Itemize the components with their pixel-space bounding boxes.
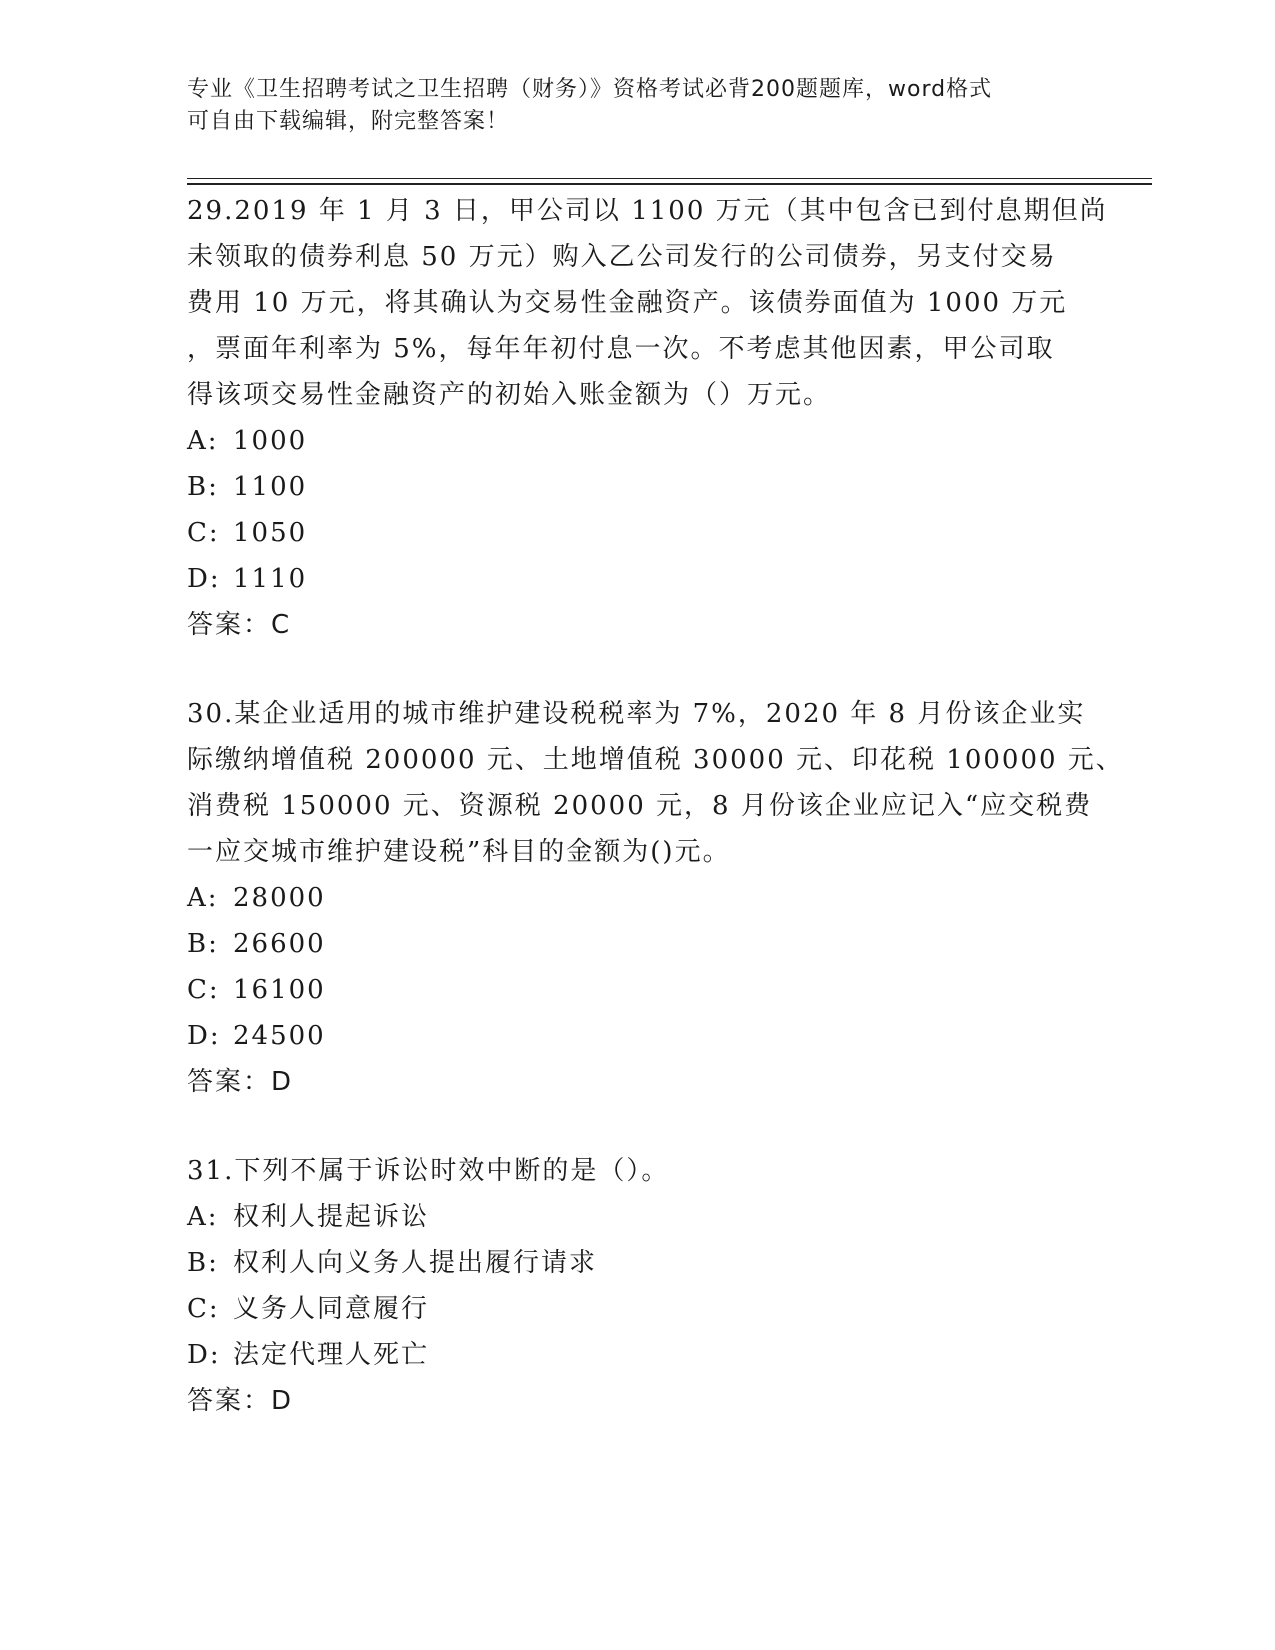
option-c [187,510,1067,556]
option-b [187,1240,1067,1286]
question-29 [187,188,1108,648]
option-letter: C: [187,518,220,548]
option-letter: D: [187,1340,221,1370]
option-text: 法定代理人死亡 [233,1340,430,1370]
question-text-line: 得该项交易性金融资产的初始入账金额为（）万元。 [187,380,832,410]
option-text: 1050 [233,518,308,548]
option-d [187,1013,1067,1059]
header-line: 专业《卫生招聘考试之卫生招聘（财务）》资格考试必背200题题库，word格式 [187,77,993,102]
option-letter: A: [187,1202,219,1232]
question-30 [187,691,1124,1105]
option-text: 28000 [233,883,326,913]
option-letter: C: [187,1294,220,1324]
question-text-line: 消费税 150000 元、资源税 20000 元，8 月份该企业应记入“应交税费 [187,791,1093,821]
option-letter: A: [187,426,219,456]
answer-line: 答案：D [187,1067,294,1097]
option-d [187,1332,1067,1378]
document-header [187,74,1067,138]
option-letter: A: [187,883,219,913]
option-a [187,1194,1067,1240]
option-b [187,921,1067,967]
option-text: 权利人向义务人提出履行请求 [233,1248,598,1278]
answer-line: 答案：D [187,1386,294,1416]
option-a [187,875,1067,921]
option-letter: D: [187,564,221,594]
question-text-line: ，票面年利率为 5%，每年年初付息一次。不考虑其他因素，甲公司取 [187,334,1055,364]
option-d [187,556,1067,602]
question-text-line: 31.下列不属于诉讼时效中断的是（）。 [187,1156,670,1186]
option-c [187,967,1067,1013]
question-text-line: 费用 10 万元，将其确认为交易性金融资产。该债券面值为 1000 万元 [187,288,1068,318]
question-text-line: 际缴纳增值税 200000 元、土地增值税 30000 元、印花税 100000 元、 [187,745,1124,775]
header-line: 可自由下载编辑，附完整答案！ [187,109,510,134]
question-text-line: 未领取的债券利息 50 万元）购入乙公司发行的公司债券，另支付交易 [187,242,1057,272]
question-text-line: 30.某企业适用的城市维护建设税税率为 7%，2020 年 8 月份该企业实 [187,699,1086,729]
option-letter: D: [187,1021,221,1051]
option-b [187,464,1067,510]
option-text: 16100 [233,975,326,1005]
option-text: 26600 [233,929,326,959]
option-text: 1100 [233,472,308,502]
question-31 [187,1148,1067,1424]
header-divider-thick [187,183,1152,185]
header-divider-thin [187,178,1152,179]
option-text: 24500 [233,1021,326,1051]
option-text: 权利人提起诉讼 [233,1202,430,1232]
option-letter: C: [187,975,220,1005]
option-a [187,418,1067,464]
option-text: 1110 [233,564,308,594]
option-letter: B: [187,929,219,959]
option-text: 1000 [233,426,308,456]
option-letter: B: [187,1248,219,1278]
question-text-line: 一应交城市维护建设税”科目的金额为()元。 [187,837,731,867]
option-c [187,1286,1067,1332]
option-text: 义务人同意履行 [233,1294,430,1324]
option-letter: B: [187,472,219,502]
question-text-line: 29.2019 年 1 月 3 日，甲公司以 1100 万元（其中包含已到付息期但尚 [187,196,1108,226]
answer-line: 答案：C [187,610,292,640]
